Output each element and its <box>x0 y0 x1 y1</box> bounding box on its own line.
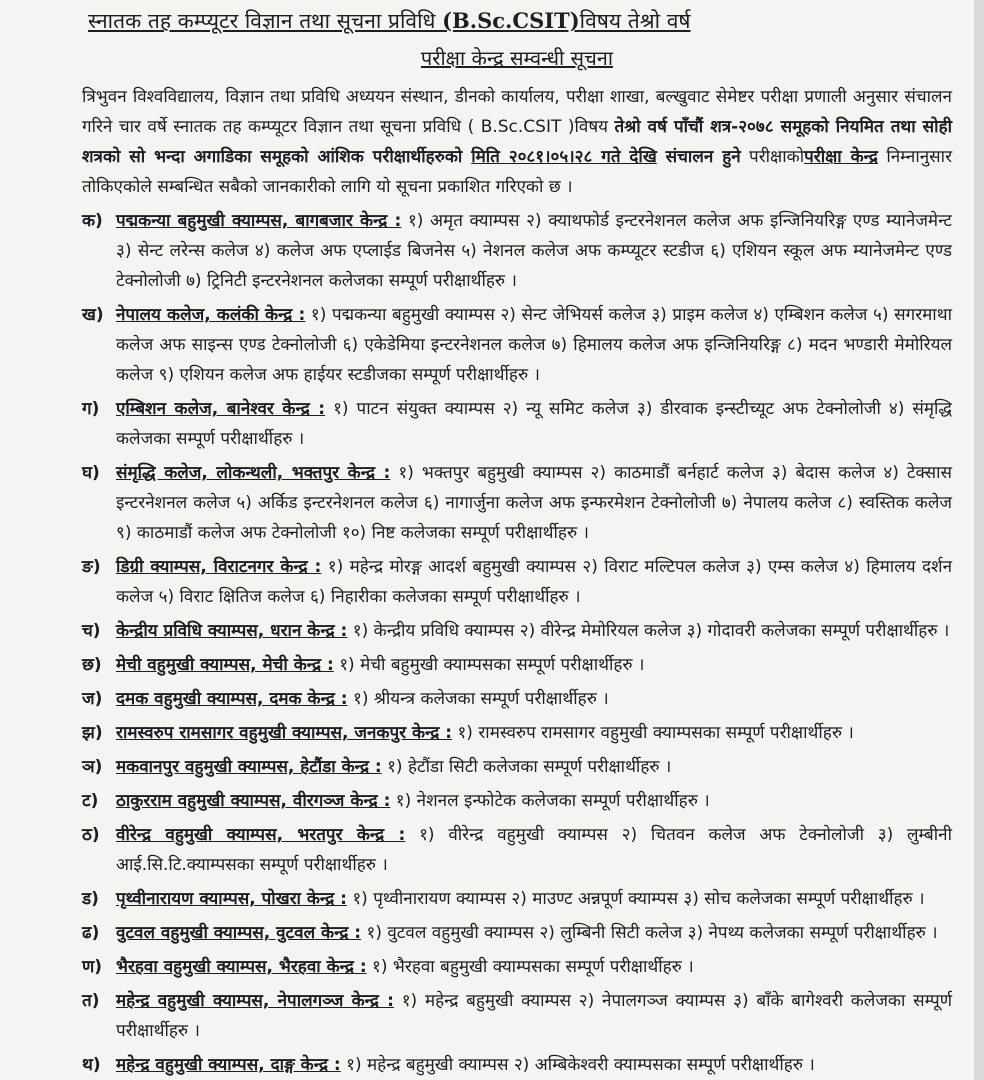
center-body <box>116 918 952 948</box>
center-name: मकवानपुर वहुमुखी क्याम्पस, हेटौंडा केन्द्र : <box>116 757 382 777</box>
center-label: झ) <box>82 723 103 743</box>
notice-title-line1 <box>88 2 952 40</box>
center-label: ख) <box>82 305 104 325</box>
center-label: छ) <box>82 655 102 675</box>
center-body <box>116 820 952 880</box>
center-colleges: १) भैरहवा बहुमुखी क्याम्पसका सम्पूर्ण परीक्षार्थीहरु । <box>372 957 694 977</box>
center-name: एम्बिशन कलेज, बानेश्वर केन्द्र : <box>116 399 326 419</box>
exam-center-item <box>82 918 952 948</box>
center-body <box>116 752 952 782</box>
center-body <box>116 552 952 612</box>
center-name: नेपालय कलेज, कलंकी केन्द्र : <box>116 305 306 325</box>
center-colleges: १) महेन्द्र मोरङ्ग आदर्श बहुमुखी क्याम्पस २) विराट मल्टिपल कलेज ३) एम्स कलेज ४) हिमालय दर्शन कलेज ५) विराट क्षितिज कलेज ६) निहारीका कलेजका सम्पूर्ण परीक्षार्थीहरु । <box>116 557 953 607</box>
intro-text: निम्नानुसार तोकिएकोले सम्बन्धित सबैको जानकारीको लागि यो सूचना प्रकाशित गरिएको छ । <box>82 147 953 197</box>
center-name: वुटवल वहुमुखी क्याम्पस, वुटवल केन्द्र : <box>116 923 362 943</box>
center-colleges: १) महेन्द्र बहुमुखी क्याम्पस २) नेपालगञ्ज क्याम्पस ३) बाँके बागेश्वरी कलेजका सम्पूर्ण परीक्षार्थीहरु । <box>116 991 952 1041</box>
center-body <box>116 952 952 982</box>
center-colleges: १) रामस्वरुप रामसागर वहुमुखी क्याम्पसका सम्पूर्ण परीक्षार्थीहरु । <box>457 723 854 743</box>
center-name: पृथ्वीनारायण क्याम्पस, पोखरा केन्द्र : <box>116 889 347 909</box>
center-body <box>116 1050 952 1080</box>
exam-center-item <box>82 718 952 748</box>
center-colleges: १) महेन्द्र बहुमुखी क्याम्पस २) अम्बिकेश्वरी क्याम्पसका सम्पूर्ण परीक्षार्थीहरु । <box>346 1055 815 1075</box>
center-body <box>116 684 952 714</box>
exam-center-item <box>82 786 952 816</box>
center-colleges: १) पाटन संयुक्त क्याम्पस २) न्यू समिट कलेज ३) डीरवाक इन्स्टीच्यूट अफ टेक्नोलोजी ४) संमृद्धि कलेजका सम्पूर्ण परीक्षार्थीहरु । <box>116 399 953 449</box>
center-colleges: १) भक्तपुर बहुमुखी क्याम्पस २) काठमाडौं बर्नहार्ट कलेज ३) बेदास कलेज ४) टेक्सास इन्टरनेशनल कलेज ५) अर्किड इन्टरनेशनल कलेज ६) नागार्जुना कलेज अफ इन्फरमेशन टेक्नोलोजी ७) नेपालय कलेज ८) स्वस्तिक कलेज ९) काठमाडौं कलेज अफ टेक्नोलोजी १०) निष्ट कलेजका सम्पूर्ण परीक्षार्थीहरु । <box>116 463 952 543</box>
center-label: ज) <box>82 689 103 709</box>
center-name: डिग्री क्याम्पस, विराटनगर केन्द्र : <box>116 557 322 577</box>
center-body <box>116 650 952 680</box>
center-colleges: १) केन्द्रीय प्रविधि क्याम्पस २) वीरेन्द्र मेमोरियल कलेज ३) गोदावरी कलेजका सम्पूर्ण परीक्षार्थीहरु । <box>352 621 950 641</box>
exam-center-item <box>82 552 952 612</box>
center-body <box>116 986 952 1046</box>
exam-center-item <box>82 684 952 714</box>
center-name: संमृद्धि कलेज, लोकन्थली, भक्तपुर केन्द्र : <box>116 463 391 483</box>
exam-center-item <box>82 650 952 680</box>
intro-text: त्रिभुवन विश्वविद्यालय, विज्ञान तथा प्रविधि अध्ययन संस्थान, डीनको कार्यालय, परीक्षा शाखा, बल्खुवाट सेमेष्टर परीक्षा प्रणाली अनुसार संचालन गरिने चार वर्षे स्नातक तह कम्प्यूटर विज्ञान तथा सूचना प्रविधि ( B.Sc.CSIT )विषय <box>82 87 952 137</box>
exam-center-item <box>82 1050 952 1080</box>
exam-center-item <box>82 616 952 646</box>
center-label: ट) <box>82 791 99 811</box>
title-text-rest: विषय तेश्रो वर्ष <box>579 9 691 33</box>
center-name: दमक वहुमुखी क्याम्पस, दमक केन्द्र : <box>116 689 348 709</box>
exam-center-item <box>82 820 952 880</box>
center-body <box>116 300 952 390</box>
center-label: ग) <box>82 399 100 419</box>
center-colleges: १) अमृत क्याम्पस २) क्याथफोर्ड इन्टरनेशनल कलेज अफ इन्जिनियरिङ्ग एण्ड म्यानेजमेन्ट ३) सेन्ट लरेन्स कलेज ४) कलेज अफ एप्लाईड बिजनेस ५) नेशनल कलेज अफ कम्प्यूटर स्टडीज ६) एशियन स्कूल अफ म्यानेजमेन्ट एण्ड टेक्नोलोजी ७) ट्रिनिटी इन्टरनेशनल कलेजका सम्पूर्ण परीक्षार्थीहरु । <box>116 211 953 291</box>
center-name: भैरहवा वहुमुखी क्याम्पस, भैरहवा केन्द्र : <box>116 957 367 977</box>
center-body <box>116 458 952 548</box>
title-program-code: (B.Sc.CSIT) <box>442 8 580 33</box>
center-colleges: १) श्रीयन्त्र कलेजका सम्पूर्ण परीक्षार्थीहरु । <box>352 689 609 709</box>
exam-center-item <box>82 884 952 914</box>
exam-center-item <box>82 952 952 982</box>
exam-center-item <box>82 986 952 1046</box>
center-label: क) <box>82 211 103 231</box>
exam-center-list <box>82 206 952 1080</box>
intro-bold-text: संचालन हुने <box>656 147 741 167</box>
center-label: ण) <box>82 957 103 977</box>
intro-bold-text: तेश्रो वर्ष पाँचौं शत्र-२०७८ समूहको नियमित तथा सोही शत्रको सो भन्दा अगाडिका समूहको आंशिक परीक्षार्थीहरुको <box>82 117 952 167</box>
center-body <box>116 786 952 816</box>
scan-edge <box>974 0 984 1080</box>
center-colleges: १) पद्मकन्या बहुमुखी क्याम्पस २) सेन्ट जेभियर्स कलेज ३) प्राइम कलेज ४) एम्बिशन कलेज ५) सगरमाथा कलेज अफ साइन्स एण्ड टेक्नोलोजी ६) एकेडेमिया इन्टरनेशनल कलेज ७) हिमालय कलेज अफ इन्जिनियरिङ्ग ८) मदन भण्डारी मेमोरियल कलेज ९) एशियन कलेज अफ हाईयर स्टडीजका सम्पूर्ण परीक्षार्थीहरु । <box>116 305 952 385</box>
exam-center-heading: परीक्षा केन्द्र <box>804 147 878 167</box>
center-label: ढ) <box>82 923 100 943</box>
center-body <box>116 206 952 296</box>
notice-title-line2: परीक्षा केन्द्र सम्वन्धी सूचना <box>420 46 614 70</box>
center-name: मेची वहुमुखी क्याम्पस, मेची केन्द्र : <box>116 655 334 675</box>
center-colleges: १) हेटौंडा सिटी कलेजका सम्पूर्ण परीक्षार्थीहरु । <box>387 757 672 777</box>
center-label: घ) <box>82 463 100 483</box>
center-name: महेन्द्र वहुमुखी क्याम्पस, नेपालगञ्ज केन्द्र : <box>116 991 394 1011</box>
center-label: ञ) <box>82 757 103 777</box>
center-colleges: १) वीरेन्द्र वहुमुखी क्याम्पस २) चितवन कलेज अफ टेक्नोलोजी ३) लुम्बीनी आई.सि.टि.क्याम्पसका सम्पूर्ण परीक्षार्थीहरु । <box>116 825 953 875</box>
center-name: पद्मकन्या बहुमुखी क्याम्पस, बागबजार केन्द्र : <box>116 211 402 231</box>
center-label: ठ) <box>82 825 100 845</box>
center-label: ड) <box>82 889 99 909</box>
center-label: त) <box>82 991 100 1011</box>
center-body <box>116 718 952 748</box>
exam-center-item <box>82 394 952 454</box>
center-label: ङ) <box>82 557 101 577</box>
exam-center-item <box>82 458 952 548</box>
exam-center-item <box>82 206 952 296</box>
center-name: वीरेन्द्र वहुमुखी क्याम्पस, भरतपुर केन्द्र : <box>116 825 406 845</box>
intro-text: परीक्षाको <box>740 147 805 167</box>
exam-center-item <box>82 752 952 782</box>
center-body <box>116 394 952 454</box>
center-colleges: १) पृथ्वीनारायण क्याम्पस २) माउण्ट अन्नपूर्ण क्याम्पस ३) सोच कलेजका सम्पूर्ण परीक्षार्थीहरु । <box>352 889 925 909</box>
center-label: थ) <box>82 1055 101 1075</box>
center-name: केन्द्रीय प्रविधि क्याम्पस, धरान केन्द्र : <box>116 621 348 641</box>
exam-date: मिति २०८१।०५।२८ गते देखि <box>471 147 657 167</box>
notice-document <box>82 0 952 1080</box>
center-name: ठाकुरराम वहुमुखी क्याम्पस, वीरगञ्ज केन्द्र : <box>116 791 391 811</box>
center-body <box>116 884 952 914</box>
center-colleges: १) नेशनल इन्फोटेक कलेजका सम्पूर्ण परीक्षार्थीहरु । <box>395 791 710 811</box>
intro-paragraph <box>82 82 952 202</box>
center-colleges: १) वुटवल वहुमुखी क्याम्पस २) लुम्बिनी सिटी कलेज ३) नेपथ्य कलेजका सम्पूर्ण परीक्षार्थीहरु । <box>366 923 938 943</box>
center-colleges: १) मेची बहुमुखी क्याम्पसका सम्पूर्ण परीक्षार्थीहरु । <box>339 655 645 675</box>
center-label: च) <box>82 621 101 641</box>
exam-center-item <box>82 300 952 390</box>
center-name: रामस्वरुप रामसागर वहुमुखी क्याम्पस, जनकपुर केन्द्र : <box>116 723 453 743</box>
center-body <box>116 616 952 646</box>
title-text: स्नातक तह कम्प्यूटर विज्ञान तथा सूचना प्रविधि <box>88 9 443 33</box>
center-name: महेन्द्र वहुमुखी क्याम्पस, दाङ्ग केन्द्र : <box>116 1055 341 1075</box>
